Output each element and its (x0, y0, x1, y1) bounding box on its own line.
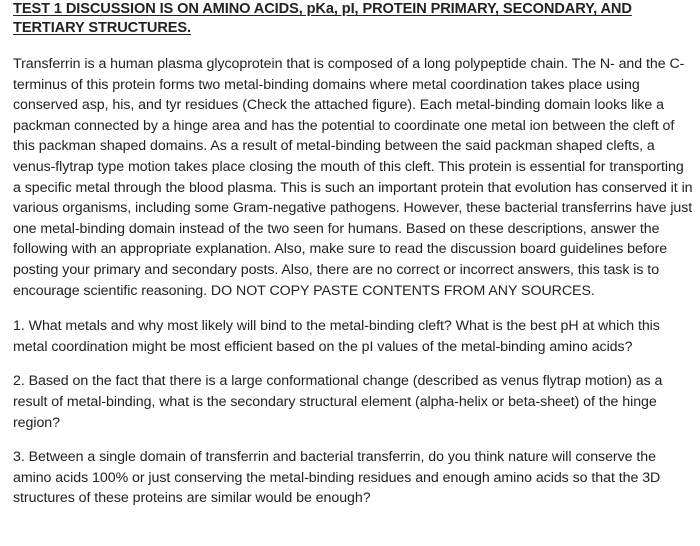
document-title (13, 0, 693, 37)
question-3: 3. Between a single domain of transferrin and bacterial transferrin, do you think nature will conserve the amino acids 100% or just conserving the metal-binding residues and enough amino acids so that the 3D structures of these proteins are similar would be enough? (13, 449, 661, 507)
document-title-line-1: TEST 1 DISCUSSION IS ON AMINO ACIDS, pKa, pI, PROTEIN PRIMARY, SECONDARY, AND (13, 1, 632, 17)
document-body (13, 0, 693, 509)
question-2: 2. Based on the fact that there is a large conformational change (described as venus flytrap motion) as a result of metal-binding, what is the secondary structural element (alpha-helix or beta-sheet) of the hinge region? (13, 373, 663, 431)
document-title-line-2: TERTIARY STRUCTURES. (13, 19, 191, 36)
intro-paragraph: Transferrin is a human plasma glycoprotein that is composed of a long polypeptide chain. The N- and the C-terminus of this protein forms two metal-binding domains where metal coordination takes place using conserved asp, his, and tyr residues (Check the attached figure). Each metal-binding domain looks like a packman connected by a hinge area and has the potential to coordinate one metal ion between the cleft of this packman shaped domains. As a result of metal-binding between the said packman shaped clefts, a venus-flytrap type motion takes place closing the mouth of this cleft. This protein is essential for transporting a specific metal through the blood plasma. This is such an important protein that evolution has conserved it in various organisms, including some Gram-negative pathogens. However, these bacterial transferrins have just one metal-binding domain instead of the two seen for humans. Based on these descriptions, answer the following with an appropriate explanation. Also, make sure to read the discussion board guidelines before posting your primary and secondary posts. Also, there are no correct or incorrect answers, this task is to encourage scientific reasoning. DO NOT COPY PASTE CONTENTS FROM ANY SOURCES. (13, 56, 693, 299)
question-1: 1. What metals and why most likely will bind to the metal-binding cleft? What is the best pH at which this metal coordination might be most efficient based on the pI values of the metal-binding amino acids? (13, 318, 660, 355)
